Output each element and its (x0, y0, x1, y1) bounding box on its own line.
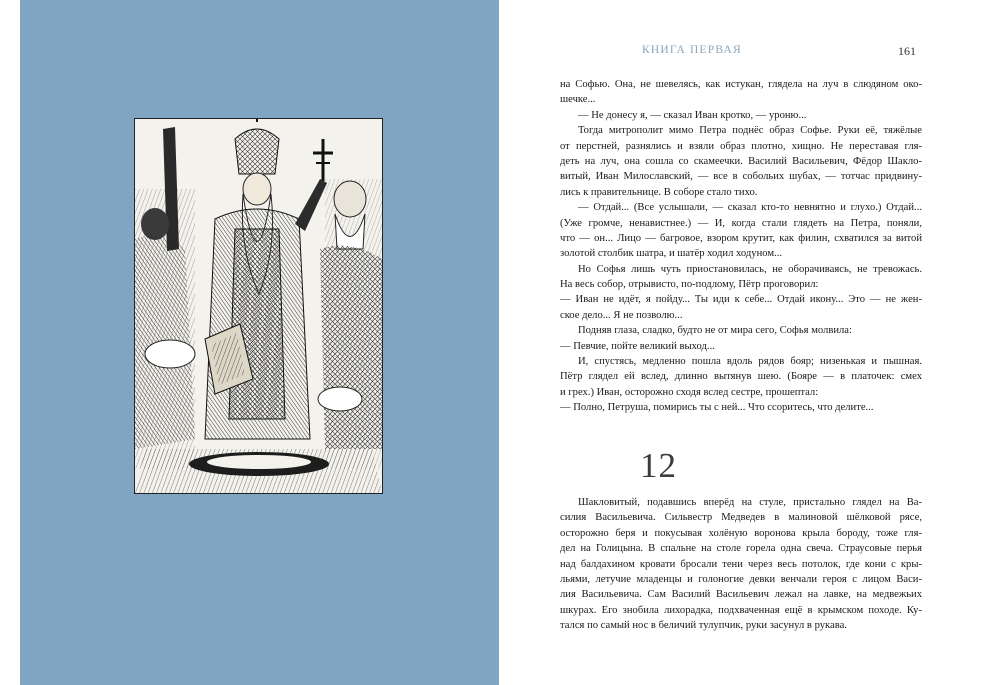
text-line: — Полно, Петруша, помирись ты с ней... Что ссоритесь, что делите... (560, 402, 874, 414)
text-line: золотой столбик шатра, и шатёр ходил ходуном... (560, 248, 783, 260)
text-line: — Иван не идёт, я пойду... Ты иди к себе... Отдай икону... Это — не жен- (560, 294, 922, 306)
text-line: от перстней, разнялись и взяли образ плотно, хищно. Не переставая гля- (560, 140, 922, 152)
text-block-main (560, 77, 922, 416)
chapter-number: 12 (640, 446, 677, 485)
text-line: и грех.) Иван, осторожно сходя вслед сестре, прошептал: (560, 386, 819, 398)
text-line: дел на Голицына. В спальне на столе горела одна свеча. Страусовые перья (560, 543, 922, 555)
text-line: И, спустясь, медленно пошла вдоль рядов бояр; низенькая и пышная. (578, 356, 922, 368)
text-line: лись к правительнице. В соборе стало тихо. (560, 186, 758, 198)
text-line: витый, Иван Милославский, — все в собольих шубах, — тотчас придвину- (560, 171, 922, 183)
text-line: шкурах. Его знобила лихорадка, подхваченная ещё в крымском походе. Ку- (560, 604, 922, 616)
illustration (134, 118, 383, 494)
text-line: — Певчие, пойте великий выход... (560, 340, 715, 352)
text-line: лия Васильевича. Сам Василий Васильевич лежал на лавке, на медвежьих (560, 589, 922, 601)
text-line: Подняв глаза, сладко, будто не от мира сего, Софья молвила: (578, 325, 852, 337)
text-line: — Отдай... (Все услышали, — сказал кто-то невнятно и глухо.) Отдай... (578, 202, 922, 214)
text-line: На весь собор, отрывисто, по-подлому, Пётр проговорил: (560, 279, 819, 291)
left-page (20, 0, 499, 685)
text-block-chapter (560, 495, 922, 634)
text-line: ское дело... Я не позволю... (560, 309, 683, 321)
text-line: тался по самый нос в беличий тулупчик, руки засунул в рукава. (560, 620, 847, 632)
text-line: осторожно беря и покусывая холёную воронова крыла бороду, тоже гля- (560, 527, 922, 539)
text-line: Пётр глядел ей вслед, длинно вытянув шею. (Бояре — в платочек: смех (560, 371, 922, 383)
text-line: силия Васильевича. Сильвестр Медведев в малиновой шёлковой рясе, (560, 512, 922, 524)
text-line: Тогда митрополит мимо Петра поднёс образ Софье. Руки её, тяжёлые (578, 125, 922, 137)
right-page (500, 0, 1000, 685)
page-number: 161 (898, 44, 916, 58)
text-line: — Не донесу я, — сказал Иван кротко, — уроню... (578, 109, 807, 121)
text-line: Но Софья лишь чуть приостановилась, не оборачиваясь, не тревожась. (578, 263, 922, 275)
text-line: деть на луч, она сошла со скамеечки. Василий Васильевич, Фёдор Шакло- (560, 155, 922, 167)
text-line: над балдахином кровати бросали тени через весь потолок, где кони с кры- (560, 558, 922, 570)
engraving-icon (135, 119, 382, 493)
running-head: КНИГА ПЕРВАЯ (642, 44, 742, 56)
text-line: льями, летучие младенцы и голоногие девки венчали героя с лицом Васи- (560, 573, 922, 585)
text-line: (Уже громче, ненавистнее.) — И, когда стали глядеть на Петра, поняли, (560, 217, 922, 229)
text-line: на Софью. Она, не шевелясь, как истукан, глядела на луч в слюдяном око- (560, 79, 922, 90)
text-line: что — он... Лицо — багровое, взором крутит, как филин, схватился за витой (560, 232, 922, 244)
text-line: Шакловитый, подавшись вперёд на стуле, пристально глядел на Ва- (578, 497, 922, 508)
text-line: шечке... (560, 94, 596, 106)
